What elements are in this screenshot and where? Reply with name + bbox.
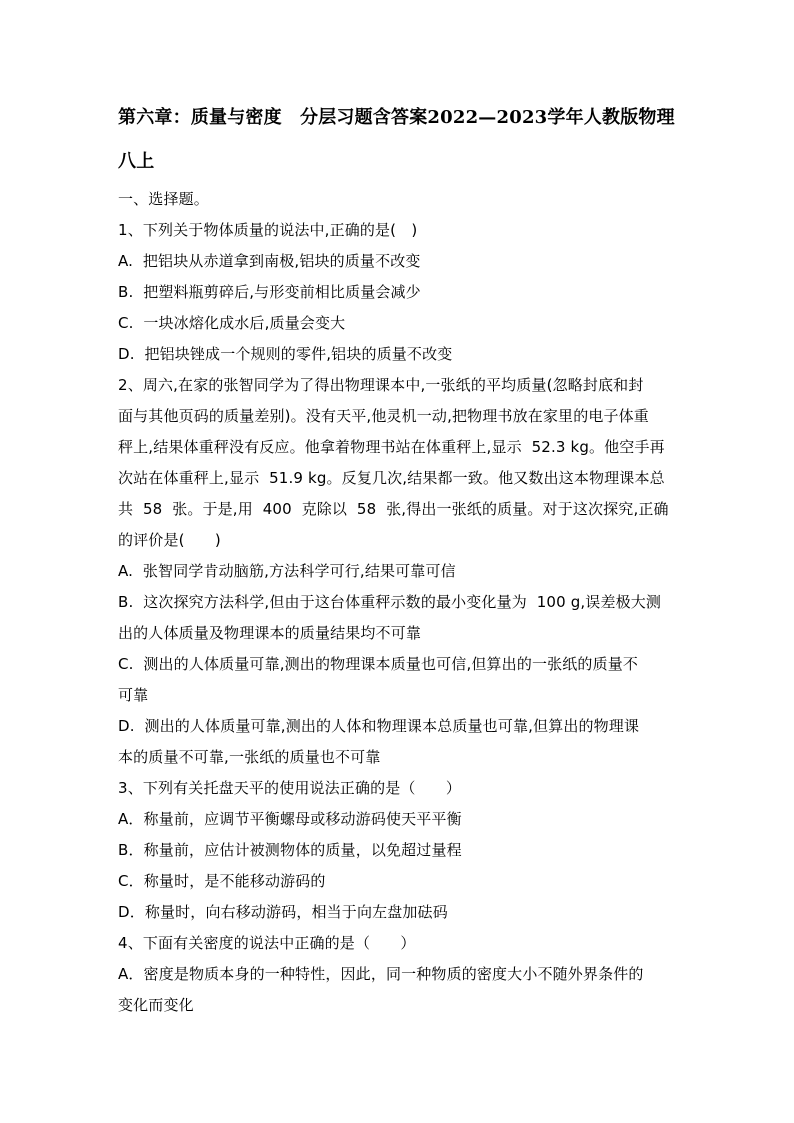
- question: [118, 928, 676, 1021]
- answer-option: C. 一块冰熔化成水后,质量会变大: [118, 314, 346, 332]
- answer-option: A．称量前，应调节平衡螺母或移动游码使天平平衡: [118, 810, 462, 828]
- question-stem-line: 次站在体重秤上,显示 51.9 kg。反复几次,结果都一致。他又数出这本物理课本总: [118, 469, 665, 487]
- answer-option-continued: 变化而变化: [118, 996, 194, 1014]
- question: [118, 370, 676, 773]
- answer-option: C. 测出的人体质量可靠,测出的物理课本质量也可信,但算出的一张纸的质量不: [118, 655, 639, 673]
- answer-option-continued: 出的人体质量及物理课本的质量结果均不可靠: [118, 624, 422, 642]
- question-stem-line: 面与其他页码的质量差别)。没有天平,他灵机一动,把物理书放在家里的电子体重: [118, 407, 649, 425]
- question-stem-line: 共 58 张。于是,用 400 克除以 58 张,得出一张纸的质量。对于这次探究,正确: [118, 500, 669, 518]
- answer-option: A. 张智同学肯动脑筋,方法科学可行,结果可靠可信: [118, 562, 456, 580]
- answer-option-continued: 本的质量不可靠,一张纸的质量也不可靠: [118, 748, 381, 766]
- title-line: 第六章：质量与密度 分层习题含答案2022—2023学年人教版物理: [118, 107, 675, 128]
- question-stem: 4、下面有关密度的说法中正确的是（ ）: [118, 934, 416, 952]
- document-body: [118, 184, 676, 1021]
- question-stem-line: 2、周六,在家的张智同学为了得出物理课本中,一张纸的平均质量(忽略封底和封: [118, 376, 644, 394]
- answer-option: D．称量时，向右移动游码，相当于向左盘加砝码: [118, 903, 448, 921]
- question-stem: 1、下列关于物体质量的说法中,正确的是( ): [118, 221, 418, 239]
- question: [118, 773, 676, 928]
- answer-option: B. 把塑料瓶剪碎后,与形变前相比质量会减少: [118, 283, 421, 301]
- question-stem: 3、下列有关托盘天平的使用说法正确的是（ ）: [118, 779, 461, 797]
- section-heading: 一、选择题。: [118, 190, 209, 208]
- document-title: [118, 96, 676, 184]
- answer-option-continued: 可靠: [118, 686, 149, 704]
- answer-option: C．称量时，是不能移动游码的: [118, 872, 326, 890]
- question-stem-line: 的评价是( ): [118, 531, 221, 549]
- answer-option: A. 把铝块从赤道拿到南极,铝块的质量不改变: [118, 252, 421, 270]
- answer-option: A．密度是物质本身的一种特性，因此，同一种物质的密度大小不随外界条件的: [118, 965, 644, 983]
- answer-option: D. 测出的人体质量可靠,测出的人体和物理课本总质量也可靠,但算出的物理课: [118, 717, 640, 735]
- answer-option: B．称量前，应估计被测物体的质量，以免超过量程: [118, 841, 462, 859]
- title-line: 八上: [118, 151, 155, 172]
- answer-option: B. 这次探究方法科学,但由于这台体重秤示数的最小变化量为 100 g,误差极大测: [118, 593, 662, 611]
- question: [118, 215, 676, 370]
- answer-option: D. 把铝块锉成一个规则的零件,铝块的质量不改变: [118, 345, 453, 363]
- question-stem-line: 秤上,结果体重秤没有反应。他拿着物理书站在体重秤上,显示 52.3 kg。他空手再: [118, 438, 665, 456]
